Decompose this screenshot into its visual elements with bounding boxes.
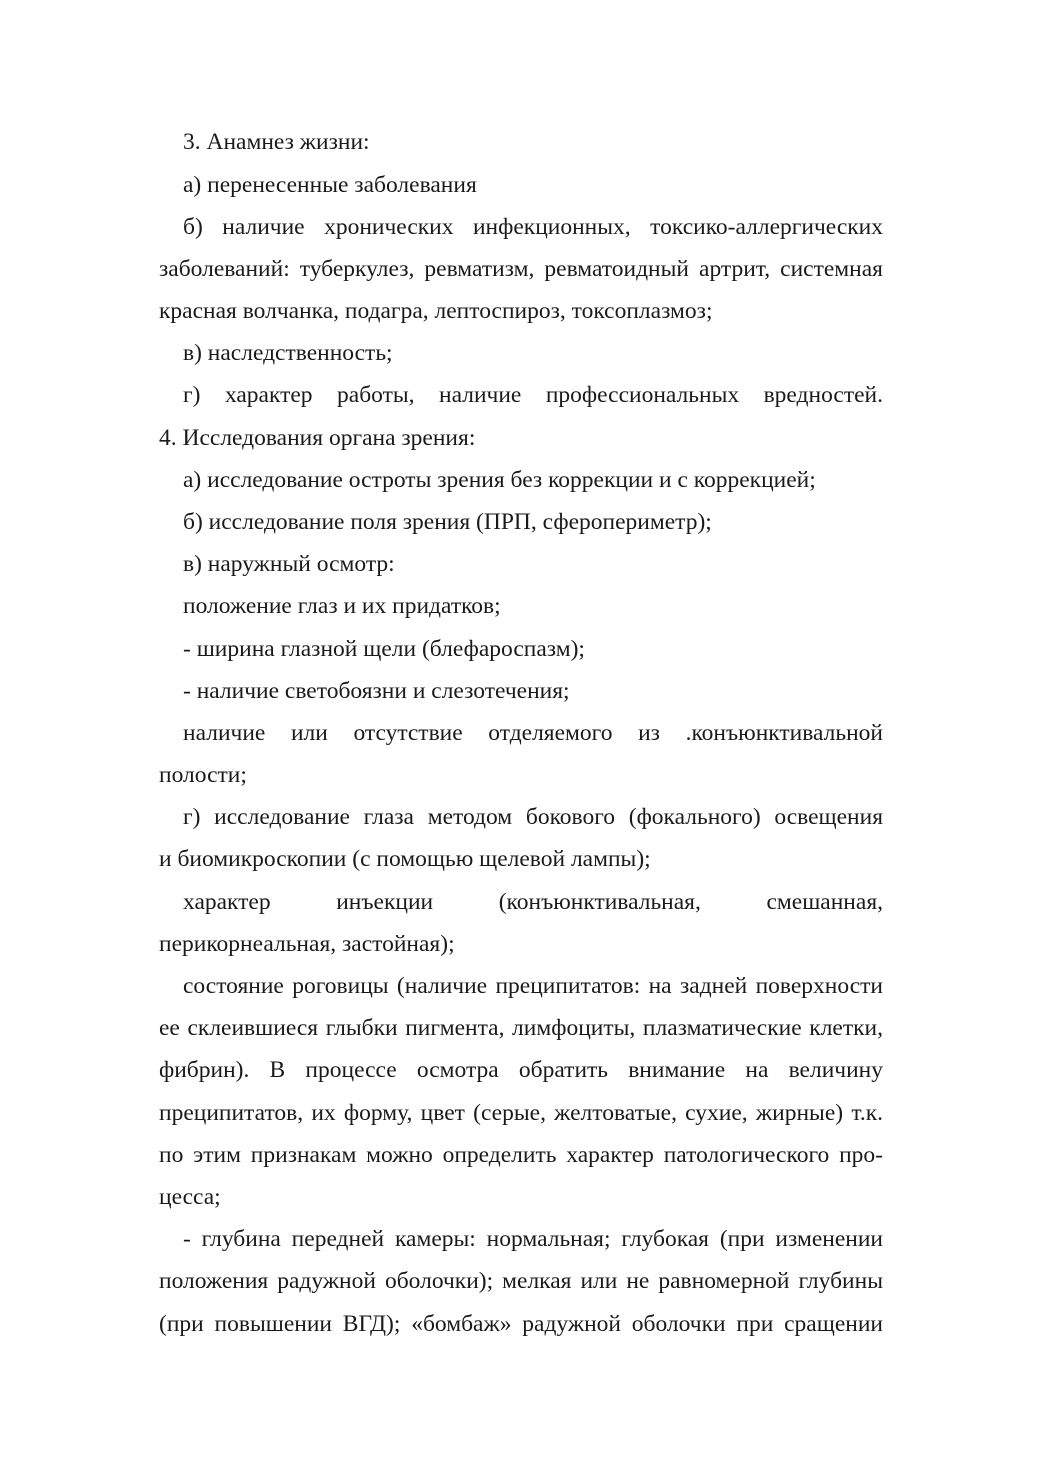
- dash-item: - глубина передней камеры: нормальная; глубокая (при изменении: [183, 1226, 883, 1252]
- paragraph-line: цесса;: [159, 1184, 221, 1210]
- paragraph-line: красная волчанка, подагра, лептоспироз, токсоплазмоз;: [159, 298, 713, 324]
- paragraph-line: положения радужной оболочки); мелкая или не равномерной глубины: [159, 1268, 883, 1294]
- paragraph-line: наличие или отсутствие отделяемого из .конъюнктивальной: [183, 720, 883, 746]
- paragraph-line: по этим признакам можно определить характер патологического про-: [159, 1142, 883, 1168]
- list-item: а) перенесенные заболевания: [183, 172, 477, 198]
- list-item: а) исследование остроты зрения без коррекции и с коррекцией;: [183, 467, 816, 493]
- section-3-heading: 3. Анамнез жизни:: [183, 129, 370, 155]
- paragraph-line: характер инъекции (конъюнктивальная, смешанная,: [183, 889, 883, 915]
- list-item: б) исследование поля зрения (ПРП, сферопериметр);: [183, 509, 712, 535]
- list-item: г) характер работы, наличие профессиональных вредностей.: [183, 382, 883, 408]
- section-4-heading: 4. Исследования органа зрения:: [159, 425, 476, 451]
- list-item: б) наличие хронических инфекционных, токсико-аллергических: [183, 214, 883, 240]
- paragraph-line: фибрин). В процессе осмотра обратить внимание на величину: [159, 1057, 883, 1083]
- dash-item: - наличие светобоязни и слезотечения;: [183, 678, 570, 704]
- paragraph-line: преципитатов, их форму, цвет (серые, желтоватые, сухие, жирные) т.к.: [159, 1100, 883, 1126]
- dash-item: - ширина глазной щели (блефароспазм);: [183, 636, 585, 662]
- paragraph-line: и биомикроскопии (с помощью щелевой лампы);: [159, 846, 651, 872]
- paragraph-line: ее склеившиеся глыбки пигмента, лимфоциты, плазматические клетки,: [159, 1015, 883, 1041]
- paragraph-line: состояние роговицы (наличие преципитатов: на задней поверхности: [183, 973, 883, 999]
- paragraph-line: заболеваний: туберкулез, ревматизм, ревматоидный артрит, системная: [159, 256, 883, 282]
- paragraph-line: положение глаз и их придатков;: [183, 593, 501, 619]
- list-item: в) наружный осмотр:: [183, 551, 395, 577]
- paragraph-line: перикорнеальная, застойная);: [159, 931, 455, 957]
- list-item: в) наследственность;: [183, 340, 393, 366]
- paragraph-line: (при повышении ВГД); «бомбаж» радужной оболочки при сращении: [159, 1311, 883, 1337]
- list-item: г) исследование глаза методом бокового (фокального) освещения: [183, 804, 883, 830]
- paragraph-line: полости;: [159, 762, 247, 788]
